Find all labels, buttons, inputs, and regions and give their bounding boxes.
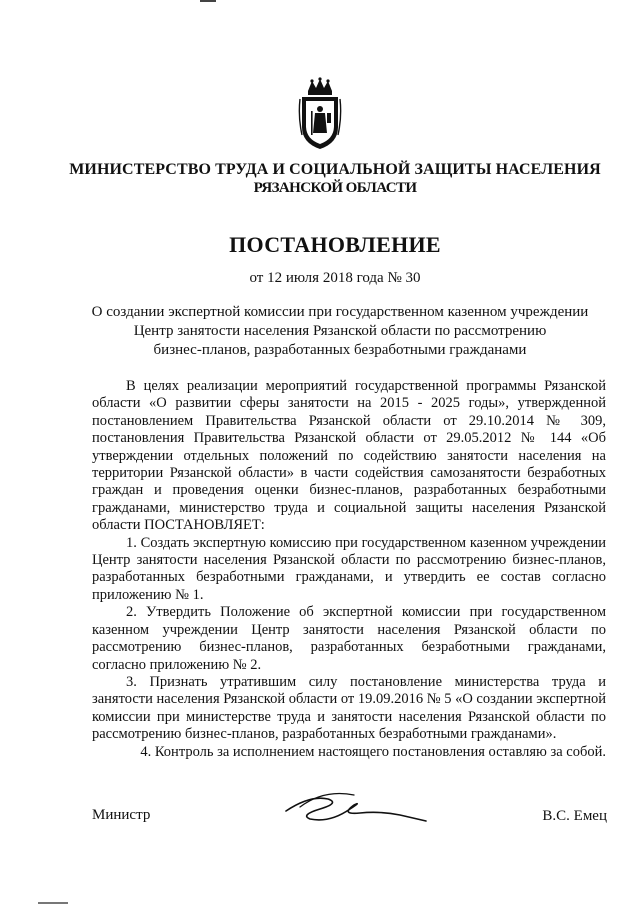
document-title: ПОСТАНОВЛЕНИЕ (229, 232, 441, 257)
subject-line: Центр занятости населения Рязанской области по рассмотрению (133, 323, 547, 339)
ministry-heading (60, 160, 610, 198)
document-subject (80, 303, 600, 360)
scan-mark-bottom (38, 902, 68, 904)
preamble-paragraph: В целях реализации мероприятий государственной программы Рязанской области «О развитии сферы занятости на 2015 - 2025 годы», утвержденной постановлением Правительства Рязанской области от 29.10.2014 № 309, постановления Правительства Рязанской области от 29.05.2012 № 144 «Об утверждении отдельных положений по содействию занятости населения на территории Рязанской области» в части содействия самозанятости безработных граждан и проведения оценки бизнес-планов, разработанных безработными гражданами, министерство труда и социальной защиты населения Рязанской области ПОСТАНОВЛЯЕТ: (92, 378, 606, 534)
subject-line: бизнес-планов, разработанных безработными гражданами (153, 342, 527, 358)
ministry-name-line1: МИНИСТЕРСТВО ТРУДА И СОЦИАЛЬНОЙ ЗАЩИТЫ НАСЕЛЕНИЯ (69, 161, 601, 178)
signer-title: Министр (92, 807, 151, 823)
clause-3-paragraph: 3. Признать утратившим силу постановление министерства труда и занятости населения Рязанской области от 19.09.2016 № 5 «О создании экспертной комиссии при министерстве труда и занятости населения Рязанской области по рассмотрению бизнес-планов, разработанных безработными гражданами». (92, 673, 606, 743)
clause-2-paragraph: 2. Утвердить Положение об экспертной комиссии при государственном казенном учреждении Центр занятости населения Рязанской области по рассмотрению бизнес-планов, разработанных безработными гражданами, согласно приложению № 2. (92, 604, 606, 673)
date-number-line: от 12 июля 2018 года № 30 (249, 270, 421, 286)
document-body (92, 378, 606, 761)
ryazan-coat-of-arms-icon (298, 77, 342, 151)
scan-mark-top (200, 0, 216, 2)
handwritten-signature-icon (280, 785, 430, 830)
clause-1-paragraph: 1. Создать экспертную комиссию при государственном казенном учреждении Центр занятости населения Рязанской области по рассмотрению бизнес-планов, разработанных безработными гражданами, и утвердить ее состав согласно приложению № 1. (92, 534, 606, 603)
subject-line: О создании экспертной комиссии при государственном казенном учреждении (91, 304, 589, 320)
clause-4-paragraph: 4. Контроль за исполнением настоящего постановления оставляю за собой. (140, 743, 606, 760)
ministry-name-line2: РЯЗАНСКОЙ ОБЛАСТИ (253, 180, 417, 196)
signer-name: В.С. Емец (542, 808, 607, 824)
